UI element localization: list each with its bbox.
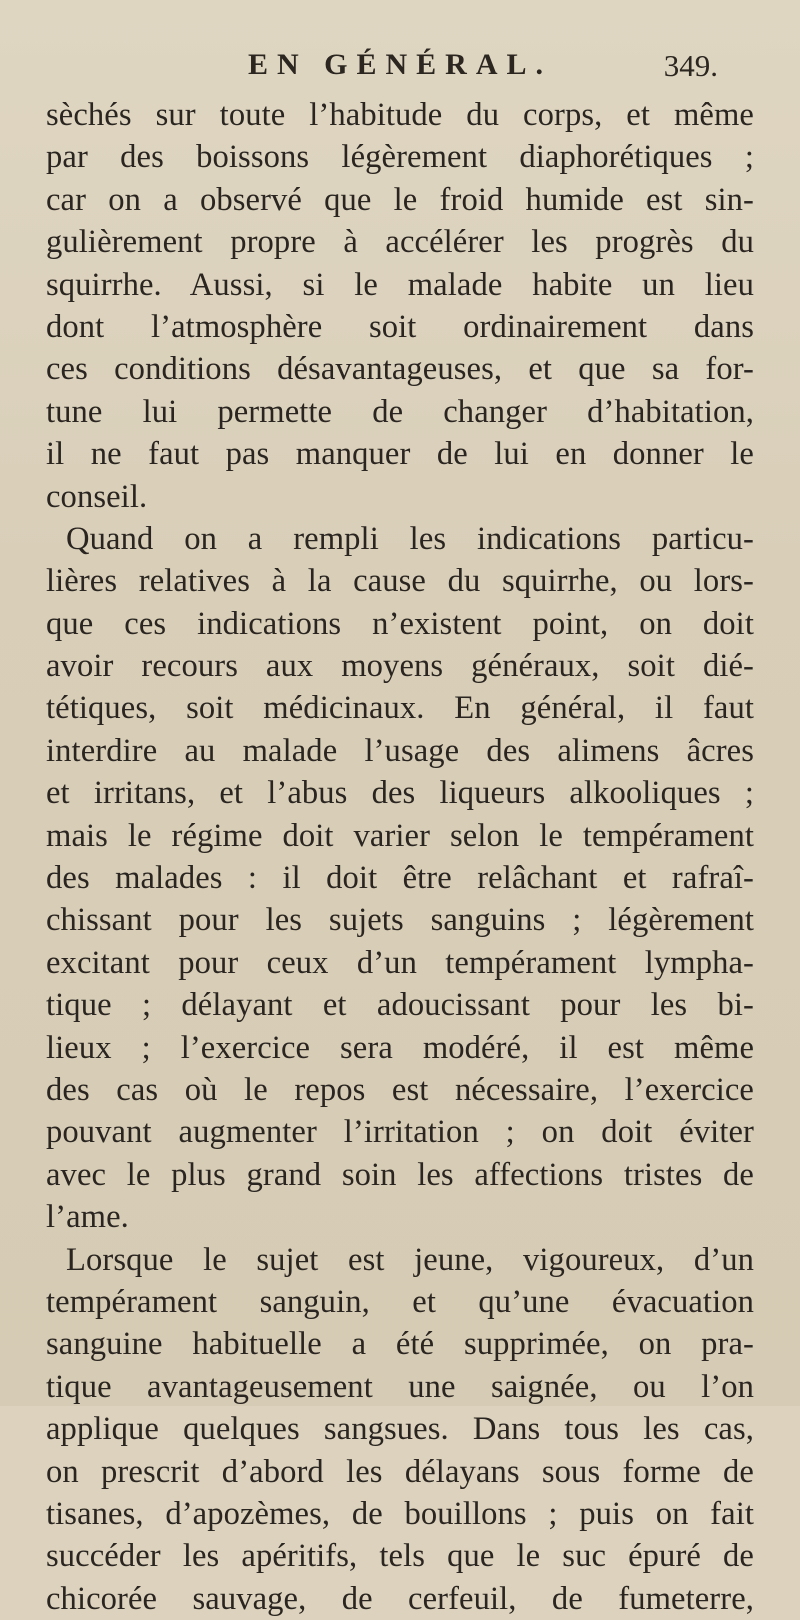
text-line: par des boissons légèrement diaphorétiques ; bbox=[46, 139, 754, 176]
text-line: squirrhe. Aussi, si le malade habite un lieu bbox=[46, 266, 754, 303]
text-line: et irritans, et l’abus des liqueurs alkooliques ; bbox=[46, 775, 754, 812]
text-line: des cas où le repos est nécessaire, l’exercice bbox=[46, 1071, 754, 1108]
text-line: mais le régime doit varier selon le tempérament bbox=[46, 817, 754, 854]
text-line: avoir recours aux moyens généraux, soit dié- bbox=[46, 648, 754, 685]
text-line: que ces indications n’existent point, on doit bbox=[46, 605, 754, 642]
paragraph-start-line: Quand on a rempli les indications particu- bbox=[66, 520, 754, 557]
text-line: l’ame. bbox=[46, 1199, 129, 1236]
text-line: tique ; délayant et adoucissant pour les bi- bbox=[46, 987, 754, 1024]
text-line: excitant pour ceux d’un tempérament lympha- bbox=[46, 944, 754, 981]
text-line: chissant pour les sujets sanguins ; légèrement bbox=[46, 902, 754, 939]
text-line: ces conditions désavantageuses, et que sa for- bbox=[46, 351, 754, 388]
page-header bbox=[46, 22, 754, 83]
paragraph-start-line: Lorsque le sujet est jeune, vigoureux, d’un bbox=[66, 1241, 754, 1278]
text-line: chicorée sauvage, de cerfeuil, de fumeterre, bbox=[46, 1580, 754, 1617]
text-line: gulièrement propre à accélérer les progrès du bbox=[46, 224, 754, 261]
text-line: on prescrit d’abord les délayans sous forme de bbox=[46, 1453, 754, 1490]
text-line: tique avantageusement une saignée, ou l’on bbox=[46, 1368, 754, 1405]
running-head: EN GÉNÉRAL. bbox=[247, 48, 553, 81]
text-line: tisanes, d’apozèmes, de bouillons ; puis on fait bbox=[46, 1495, 754, 1532]
text-line: conseil. bbox=[46, 478, 148, 515]
text-line: il ne faut pas manquer de lui en donner le bbox=[46, 436, 754, 473]
text-line: avec le plus grand soin les affections tristes de bbox=[46, 1156, 754, 1193]
text-line: tune lui permette de changer d’habitation, bbox=[46, 393, 754, 430]
body-text bbox=[46, 94, 754, 1620]
text-line: applique quelques sangsues. Dans tous les cas, bbox=[46, 1411, 754, 1448]
text-line: car on a observé que le froid humide est sin- bbox=[46, 181, 754, 218]
text-line: tempérament sanguin, et qu’une évacuation bbox=[46, 1283, 754, 1320]
text-line: succéder les apéritifs, tels que le suc épuré de bbox=[46, 1538, 754, 1575]
text-line: tétiques, soit médicinaux. En général, il faut bbox=[46, 690, 754, 727]
text-line: interdire au malade l’usage des alimens âcres bbox=[46, 732, 754, 769]
text-line: lieux ; l’exercice sera modéré, il est même bbox=[46, 1029, 754, 1066]
text-line: lières relatives à la cause du squirrhe, ou lors- bbox=[46, 563, 754, 600]
text-line: des malades : il doit être relâchant et rafraî- bbox=[46, 860, 754, 897]
text-line: sanguine habituelle a été supprimée, on pra- bbox=[46, 1326, 754, 1363]
text-line: dont l’atmosphère soit ordinairement dans bbox=[46, 308, 754, 345]
text-line: sèchés sur toute l’habitude du corps, et même bbox=[46, 97, 754, 133]
page-number: 349. bbox=[663, 48, 718, 83]
text-line: pouvant augmenter l’irritation ; on doit éviter bbox=[46, 1114, 754, 1151]
